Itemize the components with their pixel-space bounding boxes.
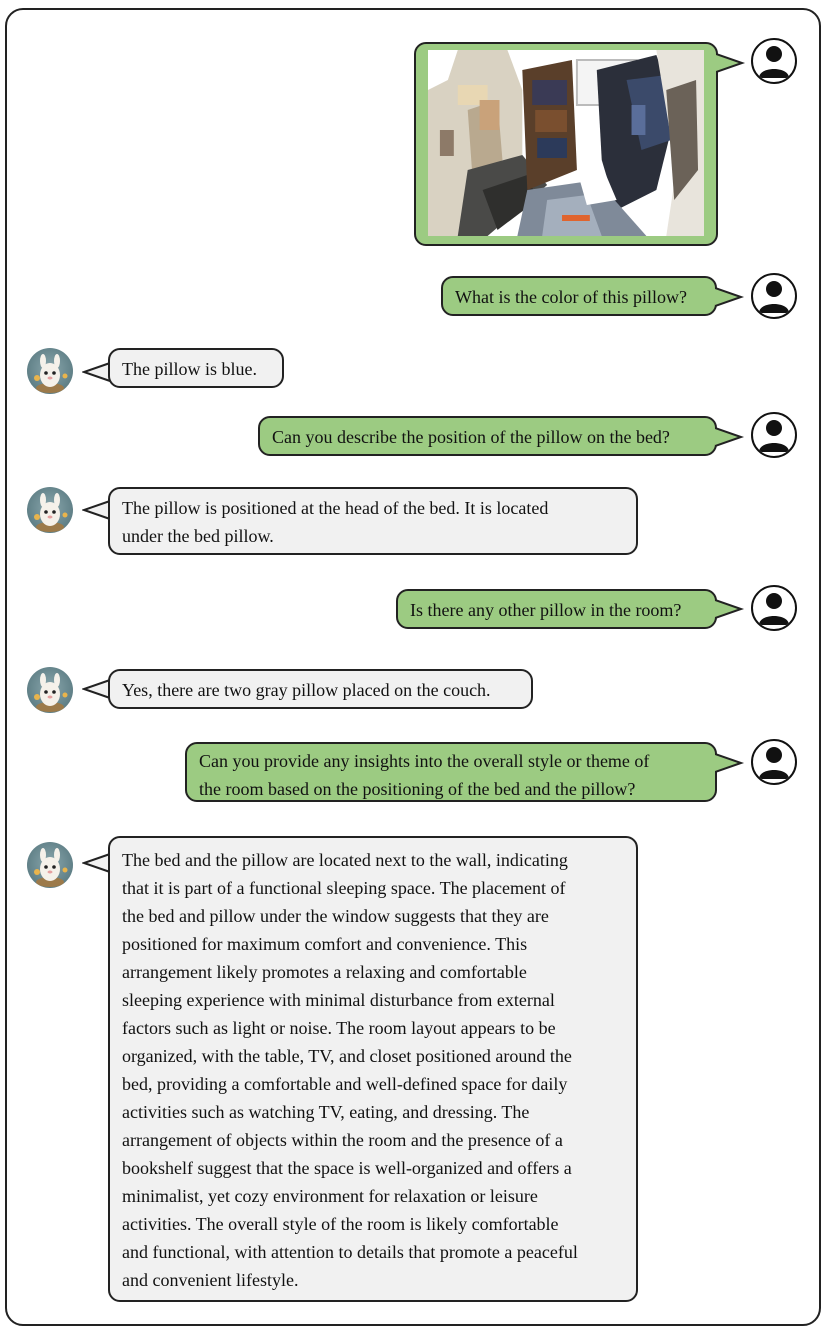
message-line: and functional, with attention to details that promote a peaceful: [122, 1242, 578, 1262]
user-avatar-icon: [751, 585, 797, 631]
user-image-message: [414, 42, 718, 246]
message-line: positioned for maximum comfort and convenience. This: [122, 934, 528, 954]
message-line: organized, with the table, TV, and closet positioned around the: [122, 1046, 572, 1066]
bubble-tail: [715, 284, 745, 310]
message-line: Can you provide any insights into the overall style or theme of: [199, 751, 650, 771]
user-avatar-icon: [751, 273, 797, 319]
message-text: The pillow is blue.: [122, 359, 257, 379]
message-line: sleeping experience with minimal disturbance from external: [122, 990, 555, 1010]
user-avatar-icon: [751, 38, 797, 84]
message-line: that it is part of a functional sleeping space. The placement of: [122, 878, 566, 898]
message-line: The bed and the pillow are located next to the wall, indicating: [122, 850, 568, 870]
message-text: Is there any other pillow in the room?: [410, 600, 682, 620]
assistant-avatar-icon: [27, 487, 73, 533]
message-line: arrangement likely promotes a relaxing and comfortable: [122, 962, 527, 982]
message-line: activities. The overall style of the room is likely comfortable: [122, 1214, 559, 1234]
message-line: bookshelf suggest that the space is well-organized and offers a: [122, 1158, 572, 1178]
assistant-message: [108, 669, 533, 709]
message-text: What is the color of this pillow?: [455, 287, 687, 307]
user-message: [185, 742, 717, 802]
user-message: [258, 416, 717, 456]
user-message: [396, 589, 717, 629]
message-line: bed, providing a comfortable and well-defined space for daily: [122, 1074, 568, 1094]
assistant-avatar-icon: [27, 842, 73, 888]
message-line: under the bed pillow.: [122, 526, 274, 546]
message-line: the room based on the positioning of the bed and the pillow?: [199, 779, 636, 799]
message-line: the bed and pillow under the window suggests that they are: [122, 906, 549, 926]
assistant-avatar-icon: [27, 348, 73, 394]
assistant-message: [108, 836, 638, 1302]
bubble-tail: [715, 750, 745, 776]
message-text: Yes, there are two gray pillow placed on the couch.: [122, 680, 491, 700]
message-text: Can you describe the position of the pillow on the bed?: [272, 427, 670, 447]
message-line: factors such as light or noise. The room layout appears to be: [122, 1018, 556, 1038]
assistant-message: [108, 487, 638, 555]
room-scan-image: [428, 50, 704, 236]
bubble-tail: [715, 424, 745, 450]
bubble-tail: [716, 50, 746, 76]
message-line: activities such as watching TV, eating, and dressing. The: [122, 1102, 530, 1122]
user-message: [441, 276, 717, 316]
message-line: minimalist, yet cozy environment for relaxation or leisure: [122, 1186, 538, 1206]
user-avatar-icon: [751, 739, 797, 785]
message-line: arrangement of objects within the room and the presence of a: [122, 1130, 563, 1150]
message-line: The pillow is positioned at the head of the bed. It is located: [122, 498, 549, 518]
message-line: and convenient lifestyle.: [122, 1270, 299, 1290]
bubble-tail: [715, 596, 745, 622]
assistant-message: [108, 348, 284, 388]
user-avatar-icon: [751, 412, 797, 458]
assistant-avatar-icon: [27, 667, 73, 713]
